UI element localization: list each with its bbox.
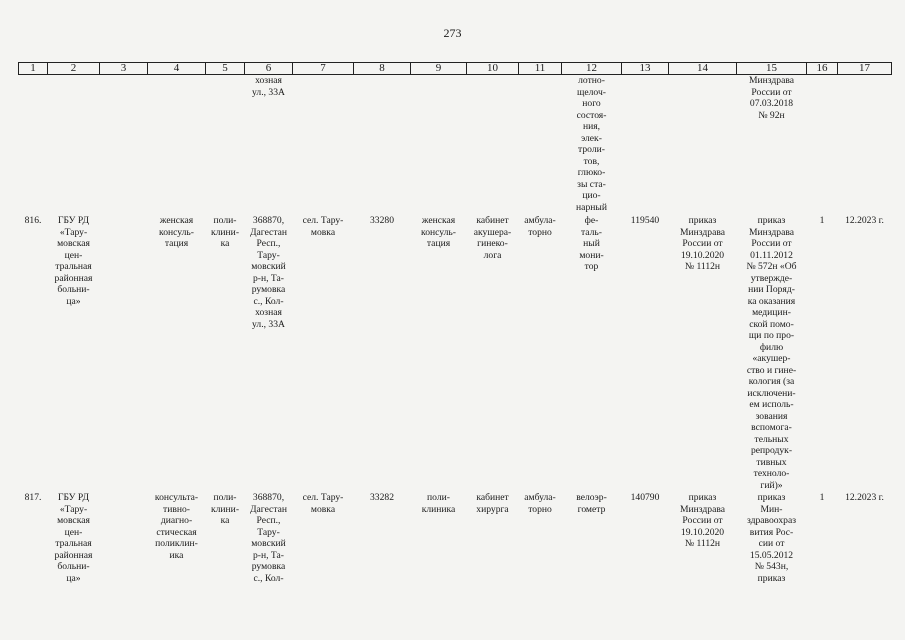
cell-standard: приказ Минздрава России от 01.11.2012 № 572н «Об утвержде- нии Поряд- ка оказания медицин- ской помо- щи по про- филю «акушер- ство и гине- кология (за исключени- ем исполь- зования вспомога- тельных репродук- тивных техноло- гий)»	[746, 215, 797, 491]
col-header: 15	[737, 63, 807, 75]
cell-unit-type: поли- клини- ка	[210, 492, 240, 526]
cell-address: 368870, Дагестан Респ., Тару- мовский р-н, Та- румовка с., Кол-	[249, 492, 288, 584]
col-header: 16	[807, 63, 838, 75]
cell-empty	[100, 492, 148, 602]
cell-unit-type: поли- клини- ка	[210, 215, 240, 249]
continuation-row	[19, 75, 892, 216]
cell-equipment-code: 140790	[630, 492, 660, 503]
col-header: 12	[562, 63, 622, 75]
cell-care-form: амбула- торно	[524, 492, 556, 515]
col-header: 13	[622, 63, 669, 75]
equipment-table	[18, 62, 892, 602]
cell-unit: консульта- тивно- диагно- стическая поликлин- ика	[154, 492, 199, 561]
col-header: 14	[669, 63, 737, 75]
cell-row-number: 817.	[24, 492, 42, 503]
cell-address: хозная ул., 33А	[252, 75, 285, 98]
cell-date: 12.2023 г.	[845, 492, 884, 503]
page-number: 273	[443, 26, 462, 40]
col-header: 6	[245, 63, 293, 75]
col-header: 7	[293, 63, 354, 75]
cell-standard: Минздрава России от 07.03.2018 № 92н	[748, 75, 794, 121]
cell-room: кабинет акушера- гинеко- лога	[473, 215, 512, 261]
cell-standard: приказ Мин- здравоохраз вития Рос- сии от 15.05.2012 № 543н, приказ	[746, 492, 796, 584]
col-header: 1	[19, 63, 48, 75]
cell-organization: ГБУ РД «Тару- мовская цен- тральная районная больни- ца»	[54, 215, 93, 307]
cell-code: 33280	[370, 215, 394, 226]
cell-code: 33282	[370, 492, 394, 503]
cell-department: поли- клиника	[421, 492, 456, 515]
cell-row-number: 816.	[24, 215, 42, 226]
cell-equipment: фе- таль- ный мони- тор	[579, 215, 604, 272]
col-header: 3	[100, 63, 148, 75]
cell-unit: женская консуль- тация	[159, 215, 194, 249]
col-header: 5	[206, 63, 245, 75]
col-header: 10	[467, 63, 519, 75]
col-header: 4	[148, 63, 206, 75]
col-header: 17	[838, 63, 892, 75]
column-number-header	[19, 63, 892, 75]
cell-equipment: лотно- щелоч- ного состоя- ния, элек- троли- тов, глюко- зы ста- цио- нарный	[576, 75, 607, 213]
cell-date: 12.2023 г.	[845, 215, 884, 226]
col-header: 9	[411, 63, 467, 75]
cell-department: женская консуль- тация	[421, 215, 456, 249]
cell-equipment-code: 119540	[630, 215, 660, 226]
cell-quantity: 1	[819, 492, 825, 503]
col-header: 2	[48, 63, 100, 75]
cell-care-form: амбула- торно	[524, 215, 556, 238]
cell-locality: сел. Тару- мовка	[302, 492, 344, 515]
col-header: 8	[354, 63, 411, 75]
cell-locality: сел. Тару- мовка	[302, 215, 344, 238]
cell-organization: ГБУ РД «Тару- мовская цен- тральная районная больни- ца»	[54, 492, 93, 584]
table-row	[19, 492, 892, 602]
table-row	[19, 215, 892, 492]
cell-order: приказ Минздрава России от 19.10.2020 № 1112н	[679, 492, 725, 549]
cell-order: приказ Минздрава России от 19.10.2020 № 1112н	[679, 215, 725, 272]
cell-room: кабинет хирурга	[476, 492, 509, 515]
cell-quantity: 1	[819, 215, 825, 226]
cell-equipment: велоэр- гометр	[576, 492, 607, 515]
cell-address: 368870, Дагестан Респ., Тару- мовский р-н, Та- румовка с., Кол- хозная ул., 33А	[249, 215, 288, 330]
col-header: 11	[519, 63, 562, 75]
cell-empty	[100, 215, 148, 492]
